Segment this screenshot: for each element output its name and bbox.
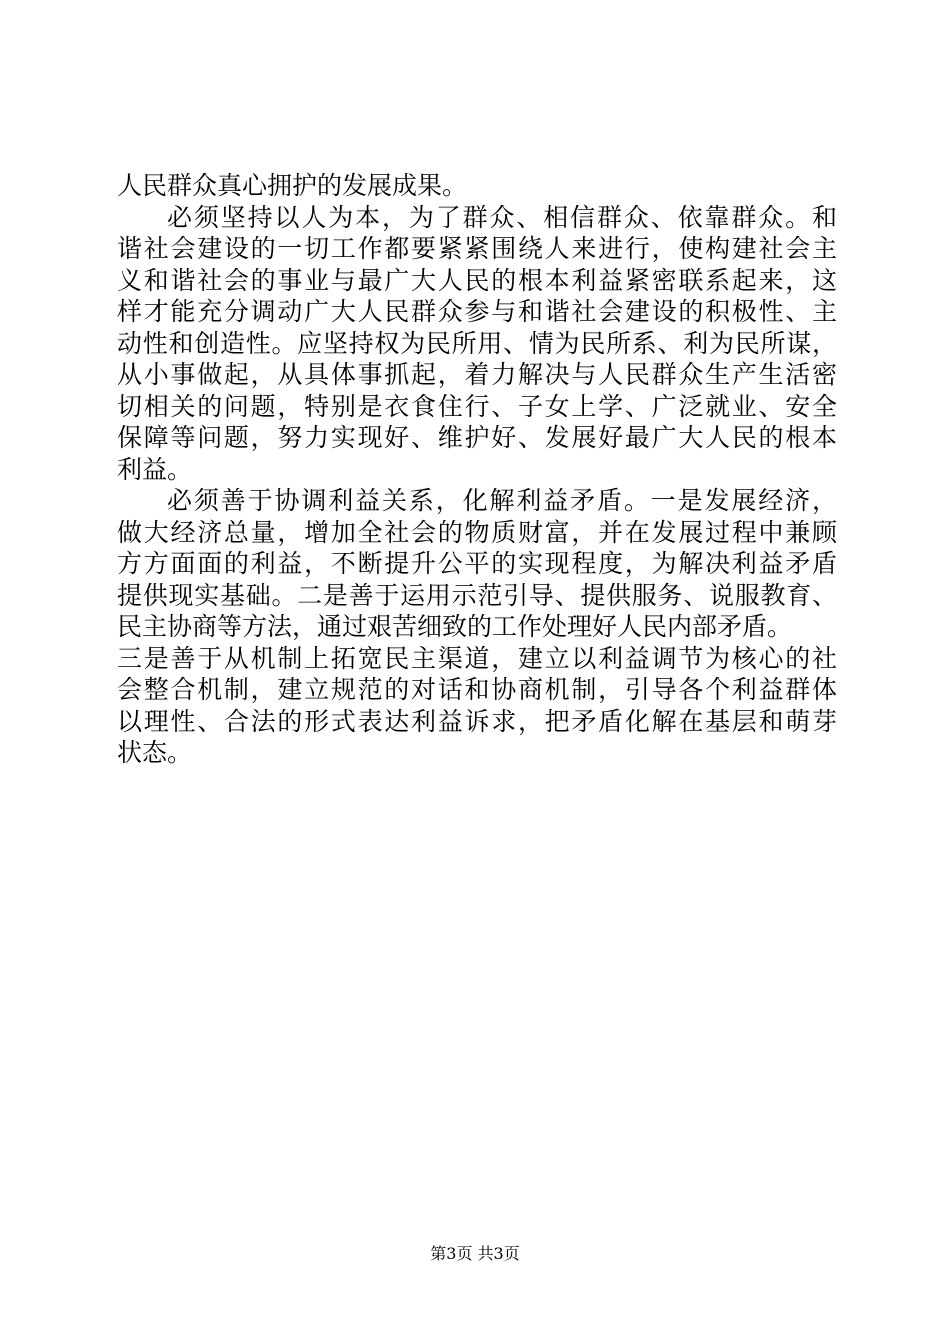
text-line: 谐社会建设的一切工作都要紧紧围绕人来进行，使构建社会主 (117, 234, 837, 263)
text-line: 方方面面的利益，不断提升公平的实现程度，为解决利益矛盾 (117, 549, 837, 578)
text-line: 做大经济总量，增加全社会的物质财富，并在发展过程中兼顾 (117, 517, 837, 547)
text-line: 三是善于从机制上拓宽民主渠道，建立以利益调节为核心的社 (117, 643, 837, 673)
text-line: 保障等问题，努力实现好、维护好、发展好最广大人民的根本 (117, 423, 837, 452)
text-line: 必须坚持以人为本，为了群众、相信群众、依靠群众。和 (167, 202, 837, 232)
text-line: 动性和创造性。应坚持权为民所用、情为民所系、利为民所谋， (117, 328, 837, 358)
text-line: 义和谐社会的事业与最广大人民的根本利益紧密联系起来，这 (117, 265, 837, 295)
text-line: 利益。 (117, 454, 193, 484)
text-line: 人民群众真心拥护的发展成果。 (117, 171, 468, 200)
page-footer (0, 1243, 950, 1265)
text-line: 样才能充分调动广大人民群众参与和谐社会建设的积极性、主 (117, 297, 837, 326)
text-line: 必须善于协调利益关系，化解利益矛盾。一是发展经济， (167, 486, 837, 515)
text-line: 以理性、合法的形式表达利益诉求，把矛盾化解在基层和萌芽 (117, 706, 837, 736)
text-line: 提供现实基础。二是善于运用示范引导、提供服务、说服教育、 (117, 580, 837, 610)
page-number-label: 第3页 共3页 (430, 1244, 520, 1263)
text-line: 状态。 (117, 738, 193, 767)
text-line: 会整合机制，建立规范的对话和协商机制，引导各个利益群体 (117, 675, 837, 704)
text-line: 切相关的问题，特别是衣食住行、子女上学、广泛就业、安全 (117, 391, 837, 421)
text-line: 从小事做起，从具体事抓起，着力解决与人民群众生产生活密 (117, 360, 837, 389)
document-body (117, 170, 837, 769)
text-line: 民主协商等方法，通过艰苦细致的工作处理好人民内部矛盾。 (117, 612, 793, 641)
